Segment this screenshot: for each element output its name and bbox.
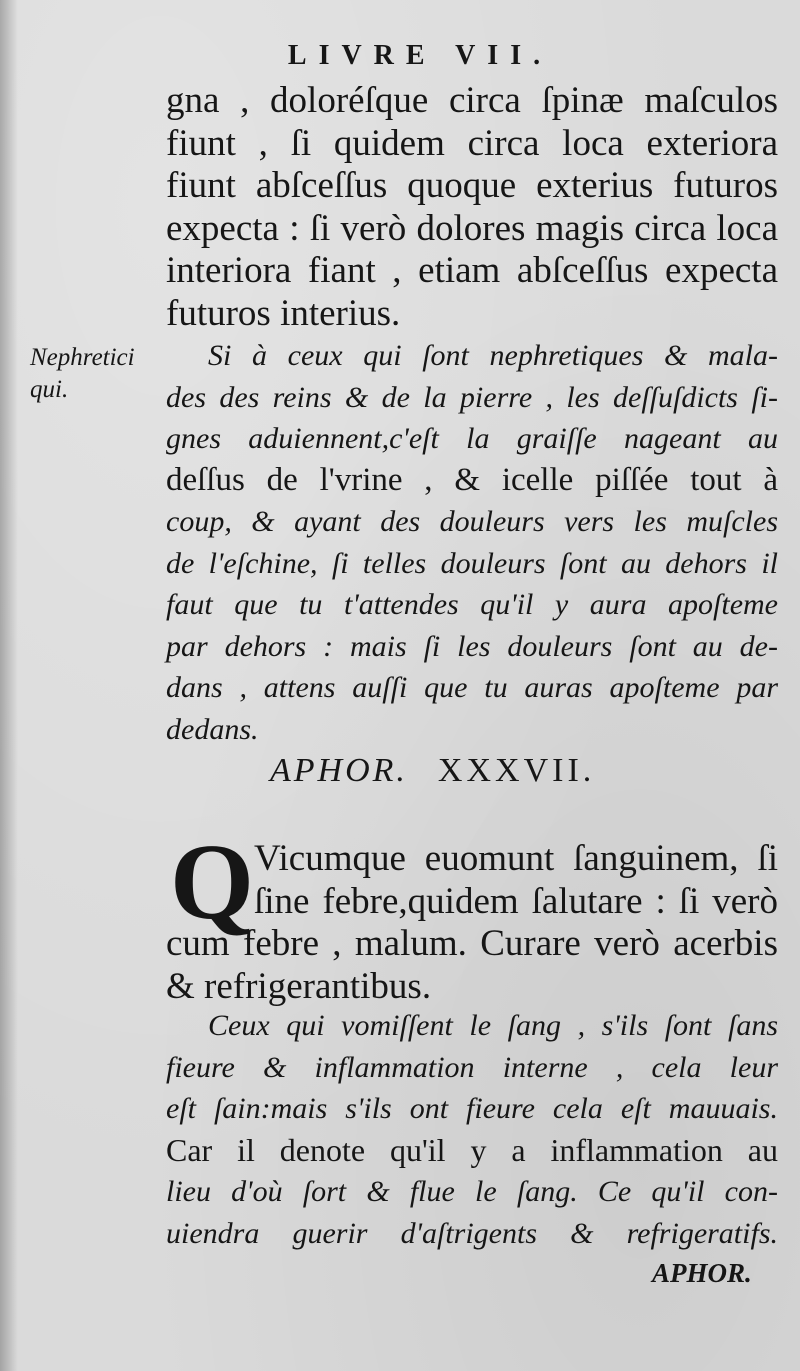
text-line: coup, & ayant des douleurs vers les muſcles [166, 505, 778, 538]
aphorism-heading [270, 752, 595, 790]
text-line: expecta : ſi verò dolores magis circa loca [166, 207, 778, 249]
text-line: lieu d'où ſort & flue le ſang. Ce qu'il con- [166, 1175, 778, 1208]
text-line: futuros interius. [166, 292, 401, 334]
page-edge-shadow [0, 0, 18, 1371]
text-line: de l'eſchine, ſi telles douleurs ſont au dehors il [166, 546, 778, 580]
paragraph-french-1 [166, 335, 778, 750]
text-line: interiora fiant , etiam abſceſſus expecta [166, 250, 778, 291]
text-line: ſine febre,quidem ſalutare : ſi verò [254, 880, 778, 922]
text-line: faut que tu t'attendes qu'il y aura apoſteme [166, 588, 778, 621]
text-line: uiendra guerir d'aſtrigents & refrigeratifs. [166, 1216, 778, 1250]
text-line: eſt ſain:mais s'ils ont fieure cela eſt mauuais. [166, 1092, 778, 1125]
text-line: fiunt , ſi quidem circa loca exteriora [166, 122, 778, 164]
text-line: fiunt abſceſſus quoque exterius futuros [166, 165, 778, 206]
margin-note-line: Nephretici [30, 344, 135, 371]
aphorism-label: APHOR. [270, 752, 408, 789]
paragraph-latin-1 [166, 80, 778, 335]
drop-cap: Q [170, 823, 255, 942]
text-line: gnes aduiennent,c'eſt la graiſſe nageant au [166, 422, 778, 455]
text-line: dedans. [166, 712, 259, 746]
running-head: LIVRE VII. [287, 40, 553, 71]
text-line: gna , doloréſque circa ſpinæ maſculos [166, 80, 778, 121]
aphorism-number: XXXVII. [437, 752, 596, 789]
text-line: Car il denote qu'il y a inflammation au [166, 1131, 778, 1168]
text-line: & refrigerantibus. [166, 965, 432, 1007]
margin-note-line: qui. [30, 376, 69, 403]
text-line: par dehors : mais ſi les douleurs ſont au de- [166, 629, 778, 663]
text-line: Vicumque euomunt ſanguinem, ſi [254, 838, 778, 879]
text-line: des des reins & de la pierre , les deſſuſdicts ſi- [166, 380, 778, 414]
text-line: fieure & inflammation interne , cela leur [166, 1050, 778, 1084]
text-line: Ceux qui vomiſſent le ſang , s'ils ſont ſans [208, 1009, 778, 1042]
margin-note [30, 342, 135, 406]
text-line: dans , attens auſſi que tu auras apoſteme par [166, 671, 778, 704]
text-line: cum febre , malum. Curare verò acerbis [166, 923, 778, 964]
text-line: deſſus de l'vrine , & icelle piſſée tout à [166, 461, 778, 498]
paragraph-latin-2 [166, 823, 778, 1008]
catchword: APHOR. [652, 1258, 752, 1288]
paragraph-french-2 [166, 1005, 778, 1254]
text-line: Si à ceux qui ſont nephretiques & mala- [208, 339, 778, 372]
